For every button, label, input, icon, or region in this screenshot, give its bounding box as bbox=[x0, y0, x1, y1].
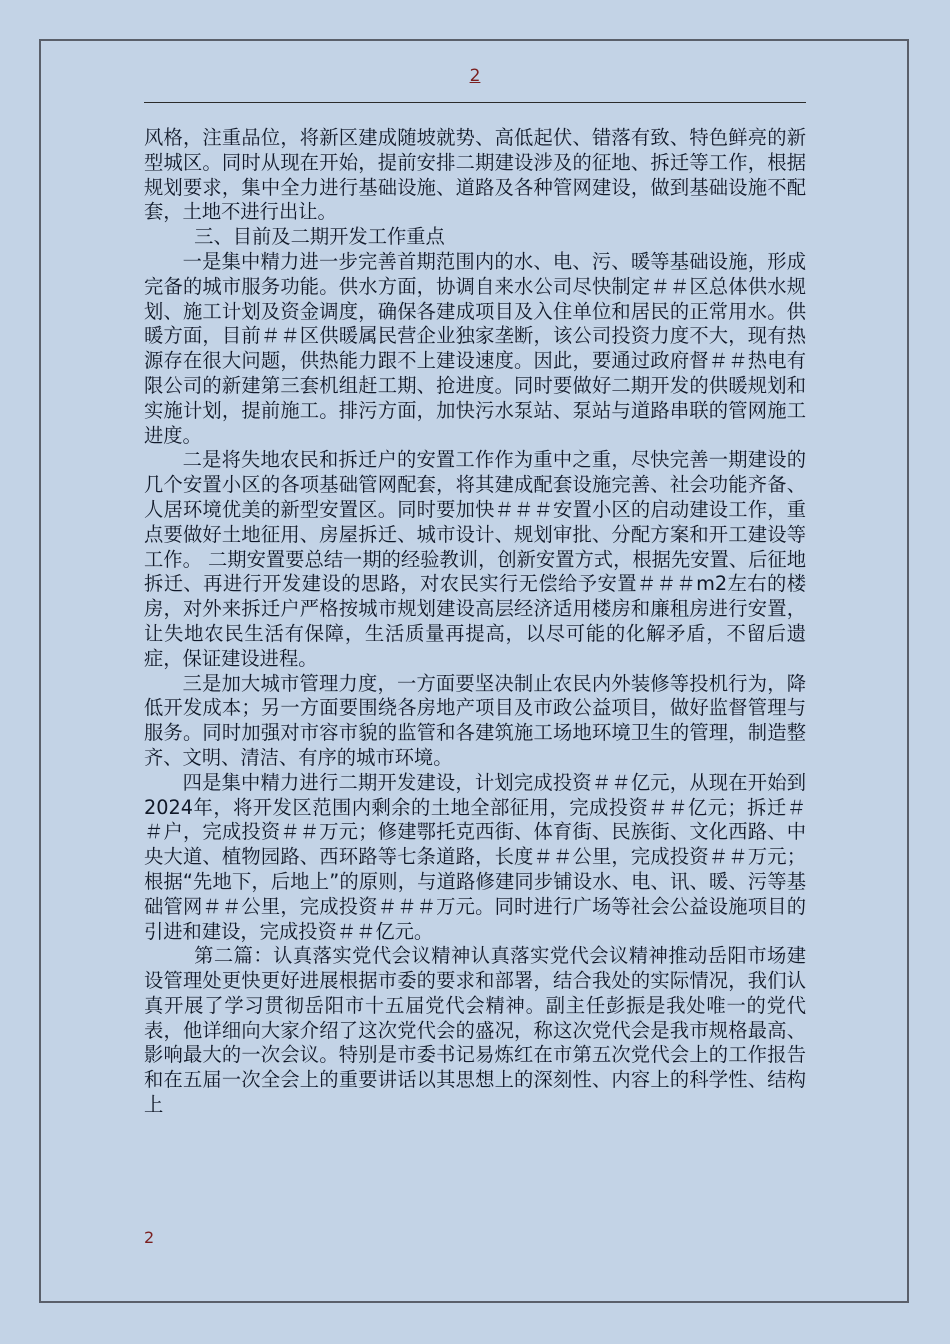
footer-page-number: 2 bbox=[144, 1228, 155, 1247]
paragraph-second-article: 第二篇：认真落实党代会议精神认真落实党代会议精神推动岳阳市场建设管理处更快更好进展根据市委的要求和部署，结合我处的实际情况，我们认真开展了学习贯彻岳阳市十五届党代会精神。副主任彭振是我处唯一的党代表，他详细向大家介绍了这次党代会的盛况，称这次党代会是我市规格最高、影响最大的一次会议。特别是市委书记易炼红在市第五次党代会上的工作报告和在五届一次全会上的重要讲话以其思想上的深刻性、内容上的科学性、结构上 bbox=[144, 944, 806, 1117]
paragraph-item-four: 四是集中精力进行二期开发建设，计划完成投资＃＃亿元，从现在开始到2024年，将开发区范围内剩余的土地全部征用，完成投资＃＃亿元；拆迁＃＃户，完成投资＃＃万元；修建鄂托克西街、体育街、民族街、文化西路、中央大道、植物园路、西环路等七条道路，长度＃＃公里，完成投资＃＃万元；根据“先地下，后地上”的原则，与道路修建同步铺设水、电、讯、暖、污等基础管网＃＃公里，完成投资＃＃＃万元。同时进行广场等社会公益设施项目的引进和建设，完成投资＃＃亿元。 bbox=[144, 770, 806, 943]
document-body bbox=[144, 126, 806, 1118]
paragraph-item-one: 一是集中精力进一步完善首期范围内的水、电、污、暖等基础设施，形成完备的城市服务功能。供水方面，协调自来水公司尽快制定＃＃区总体供水规划、施工计划及资金调度，确保各建成项目及入住单位和居民的正常用水。供暖方面，目前＃＃区供暖属民营企业独家垄断，该公司投资力度不大，现有热源存在很大问题，供热能力跟不上建设速度。因此，要通过政府督＃＃热电有限公司的新建第三套机组赶工期、抢进度。同时要做好二期开发的供暖规划和实施计划，提前施工。排污方面，加快污水泵站、泵站与道路串联的管网施工进度。 bbox=[144, 249, 806, 447]
paragraph-item-two: 二是将失地农民和拆迁户的安置工作作为重中之重，尽快完善一期建设的几个安置小区的各项基础管网配套，将其建成配套设施完善、社会功能齐备、人居环境优美的新型安置区。同时要加快＃＃＃安置小区的启动建设工作，重点要做好土地征用、房屋拆迁、城市设计、规划审批、分配方案和开工建设等工作。 二期安置要总结一期的经验教训，创新安置方式，根据先安置、后征地拆迁、再进行开发建设的思路，对农民实行无偿给予安置＃＃＃m2左右的楼房，对外来拆迁户严格按城市规划建设高层经济适用楼房和廉租房进行安置，让失地农民生活有保障，生活质量再提高，以尽可能的化解矛盾，不留后遗症，保证建设进程。 bbox=[144, 448, 806, 670]
paragraph-continuation: 风格，注重品位，将新区建成随坡就势、高低起伏、错落有致、特色鲜亮的新型城区。同时从现在开始，提前安排二期建设涉及的征地、拆迁等工作，根据规划要求，集中全力进行基础设施、道路及各种管网建设，做到基础设施不配套，土地不进行出让。 bbox=[144, 126, 806, 224]
section-heading: 三、目前及二期开发工作重点 bbox=[194, 225, 445, 249]
header-divider bbox=[144, 102, 806, 103]
paragraph-item-three: 三是加大城市管理力度，一方面要坚决制止农民内外装修等投机行为，降低开发成本；另一方面要围绕各房地产项目及市政公益项目，做好监督管理与服务。同时加强对市容市貌的监管和各建筑施工场地环境卫生的管理，制造整齐、文明、清洁、有序的城市环境。 bbox=[144, 671, 806, 769]
header-page-number: 2 bbox=[469, 66, 481, 86]
